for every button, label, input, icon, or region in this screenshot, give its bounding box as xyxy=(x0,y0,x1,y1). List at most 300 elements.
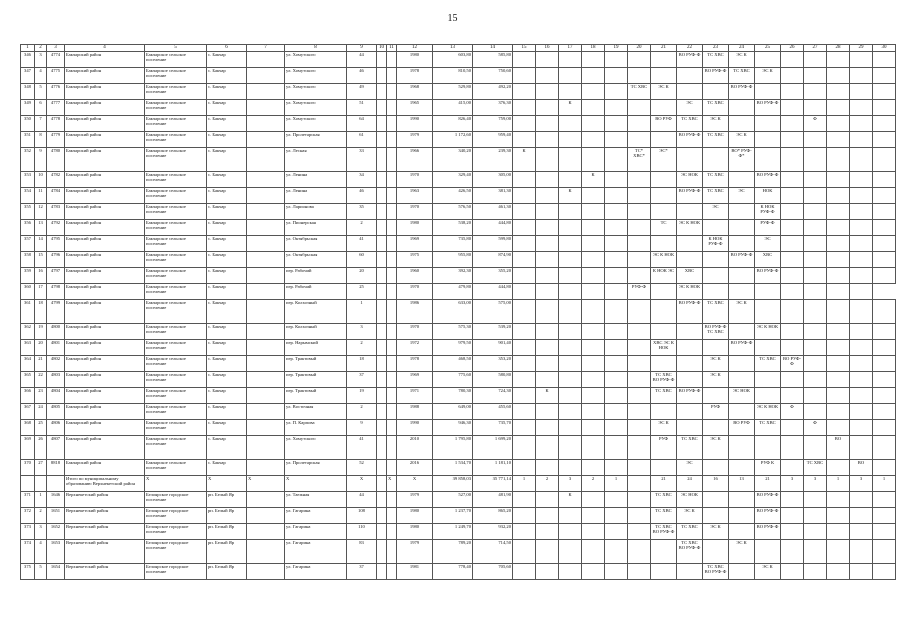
column-number-30: 30 xyxy=(873,45,896,52)
table-cell xyxy=(582,116,605,132)
table-row xyxy=(21,388,896,404)
table-cell xyxy=(605,300,628,324)
table-cell xyxy=(804,68,827,84)
table-cell xyxy=(827,372,850,388)
table-cell xyxy=(582,236,605,252)
table-cell xyxy=(536,372,559,388)
table-cell: ЭС К xyxy=(703,524,729,540)
table-cell xyxy=(755,300,781,324)
table-cell: Бакчарский район xyxy=(65,100,145,116)
table-cell xyxy=(387,524,397,540)
table-cell xyxy=(559,204,582,220)
table-cell xyxy=(651,540,677,564)
table-cell xyxy=(377,116,387,132)
table-cell: рп. Белый Яр xyxy=(207,540,247,564)
table-cell xyxy=(605,356,628,372)
table-cell xyxy=(628,340,651,356)
table-cell xyxy=(827,116,850,132)
table-cell xyxy=(377,84,387,100)
table-cell xyxy=(827,420,850,436)
table-row xyxy=(21,564,896,580)
table-cell: 25 xyxy=(35,420,47,436)
table-cell: 10 xyxy=(35,172,47,188)
table-cell: 373 xyxy=(21,524,35,540)
table-cell: 46 xyxy=(347,188,377,204)
table-cell: 355,20 xyxy=(473,268,513,284)
table-cell xyxy=(513,324,536,340)
table-cell: 735,70 xyxy=(473,420,513,436)
table-cell: ТС ХВС ВО РУФ-Ф xyxy=(677,540,703,564)
table-cell: К xyxy=(559,188,582,204)
column-number-23: 23 xyxy=(703,45,729,52)
table-cell: ул. Восточная xyxy=(285,404,347,420)
table-cell: 41 xyxy=(347,436,377,460)
table-cell xyxy=(582,524,605,540)
table-cell xyxy=(827,460,850,476)
table-cell xyxy=(781,68,804,84)
table-cell xyxy=(677,236,703,252)
table-cell xyxy=(651,564,677,580)
table-cell: 1 xyxy=(605,476,628,492)
table-cell: 2016 xyxy=(397,460,433,476)
table-cell: ВО xyxy=(850,460,873,476)
table-cell: Бакчарское сельское поселение xyxy=(145,52,207,68)
table-cell xyxy=(582,340,605,356)
table-cell xyxy=(850,148,873,172)
table-cell xyxy=(804,132,827,148)
table-cell: Бакчарское сельское поселение xyxy=(145,148,207,172)
table-row xyxy=(21,372,896,388)
table-cell xyxy=(628,436,651,460)
table-cell xyxy=(677,148,703,172)
table-cell xyxy=(850,492,873,508)
table-cell: с. Бакчар xyxy=(207,204,247,220)
table-cell: 363 xyxy=(21,340,35,356)
table-cell xyxy=(677,204,703,220)
table-cell: 461,30 xyxy=(473,204,513,220)
table-cell xyxy=(628,324,651,340)
table-cell xyxy=(247,356,285,372)
table-cell xyxy=(651,204,677,220)
table-cell: 25 xyxy=(347,284,377,300)
table-cell xyxy=(559,132,582,148)
table-cell xyxy=(605,564,628,580)
table-cell: Бакчарский район xyxy=(65,52,145,68)
table-cell xyxy=(513,100,536,116)
column-number-19: 19 xyxy=(605,45,628,52)
table-cell xyxy=(559,268,582,284)
table-cell xyxy=(377,324,387,340)
table-cell: 1652 xyxy=(47,524,65,540)
table-cell xyxy=(850,564,873,580)
table-row xyxy=(21,116,896,132)
table-cell xyxy=(755,388,781,404)
table-cell xyxy=(605,252,628,268)
table-row xyxy=(21,132,896,148)
table-cell xyxy=(582,324,605,340)
table-cell: 633,00 xyxy=(433,300,473,324)
table-cell: 2 xyxy=(347,220,377,236)
table-cell xyxy=(387,356,397,372)
table-cell: 1969 xyxy=(397,236,433,252)
table-cell xyxy=(582,508,605,524)
table-cell xyxy=(827,540,850,564)
table-cell xyxy=(559,300,582,324)
table-cell xyxy=(21,476,35,492)
table-cell xyxy=(377,388,387,404)
table-cell xyxy=(703,268,729,284)
table-cell: ТС ХВС xyxy=(755,420,781,436)
table-cell: 18 xyxy=(347,356,377,372)
table-cell xyxy=(536,340,559,356)
table-cell: НОК xyxy=(755,188,781,204)
table-cell: 12 xyxy=(35,204,47,220)
table-cell xyxy=(377,404,387,420)
table-row xyxy=(21,524,896,540)
table-cell xyxy=(804,340,827,356)
table-cell xyxy=(247,268,285,284)
table-cell xyxy=(804,284,827,300)
table-cell xyxy=(513,340,536,356)
table-cell xyxy=(781,236,804,252)
table-cell: 529,80 xyxy=(433,84,473,100)
table-cell xyxy=(387,508,397,524)
table-cell xyxy=(536,460,559,476)
table-cell xyxy=(729,324,755,340)
table-cell xyxy=(247,52,285,68)
table-cell xyxy=(850,388,873,404)
table-cell xyxy=(605,508,628,524)
column-number-26: 26 xyxy=(781,45,804,52)
table-cell: РУФ-Ф xyxy=(755,220,781,236)
table-cell xyxy=(605,492,628,508)
table-cell: ТС ХВС xyxy=(703,52,729,68)
table-cell xyxy=(387,204,397,220)
table-cell xyxy=(781,252,804,268)
table-cell: 4804 xyxy=(47,388,65,404)
table-cell xyxy=(781,132,804,148)
table-cell: ТС ХВС xyxy=(677,524,703,540)
table-cell: 2 xyxy=(347,340,377,356)
table-cell xyxy=(377,540,387,564)
column-number-27: 27 xyxy=(804,45,827,52)
table-cell: Бакчарский район xyxy=(65,204,145,220)
table-cell: 4795 xyxy=(47,236,65,252)
table-cell xyxy=(850,220,873,236)
table-cell: Бакчарский район xyxy=(65,300,145,324)
table-cell xyxy=(873,132,896,148)
table-cell: Бакчарский район xyxy=(65,252,145,268)
table-cell xyxy=(377,564,387,580)
table-cell: 3 xyxy=(35,524,47,540)
table-cell: 374 xyxy=(21,540,35,564)
table-cell xyxy=(582,252,605,268)
table-cell: 538,20 xyxy=(433,220,473,236)
table-cell: 1 181,10 xyxy=(473,460,513,476)
subtotal-row xyxy=(21,476,896,492)
table-cell: 1979 xyxy=(397,492,433,508)
table-cell xyxy=(703,148,729,172)
table-cell: ЭС* xyxy=(651,148,677,172)
column-number-6: 6 xyxy=(207,45,247,52)
table-cell: ТС ХВС xyxy=(755,356,781,372)
table-cell xyxy=(729,356,755,372)
table-cell xyxy=(605,116,628,132)
table-cell xyxy=(605,236,628,252)
table-row xyxy=(21,540,896,564)
table-cell: 955,80 xyxy=(433,252,473,268)
table-cell xyxy=(850,68,873,84)
table-cell: 1 237,70 xyxy=(433,508,473,524)
table-cell: 705,60 xyxy=(473,564,513,580)
table-cell xyxy=(781,52,804,68)
table-cell xyxy=(513,172,536,188)
table-cell xyxy=(559,460,582,476)
table-cell xyxy=(729,172,755,188)
table-cell: Бакчарский район xyxy=(65,84,145,100)
table-cell: с. Бакчар xyxy=(207,188,247,204)
table-cell: ЭС К xyxy=(703,116,729,132)
table-cell xyxy=(827,188,850,204)
table-cell: ул. Хомутского xyxy=(285,436,347,460)
table-cell: Верхнекетский район xyxy=(65,524,145,540)
table-cell xyxy=(582,148,605,172)
table-cell: Бакчарское сельское поселение xyxy=(145,116,207,132)
table-cell: с. Бакчар xyxy=(207,132,247,148)
table-cell xyxy=(628,540,651,564)
table-cell xyxy=(804,356,827,372)
table-cell: К НОК РУФ-Ф xyxy=(755,204,781,220)
table-cell: 13 xyxy=(729,476,755,492)
table-cell: 2 xyxy=(536,476,559,492)
table-cell xyxy=(377,236,387,252)
table-cell: 351 xyxy=(21,132,35,148)
table-cell xyxy=(387,84,397,100)
table-cell: Бакчарское сельское поселение xyxy=(145,460,207,476)
table-cell xyxy=(605,372,628,388)
table-cell xyxy=(605,524,628,540)
table-cell xyxy=(703,540,729,564)
table-cell: 375 xyxy=(21,564,35,580)
table-cell xyxy=(850,268,873,284)
table-cell xyxy=(605,188,628,204)
table-cell xyxy=(850,52,873,68)
register-table xyxy=(20,44,896,580)
table-cell: 735,80 xyxy=(433,236,473,252)
table-row xyxy=(21,508,896,524)
table-cell: 5 xyxy=(35,564,47,580)
table-cell: Бакчарский район xyxy=(65,372,145,388)
table-cell: ЭС К НОК xyxy=(651,252,677,268)
table-cell: 575,00 xyxy=(473,300,513,324)
table-cell xyxy=(729,508,755,524)
table-cell: ВО РУФ-Ф xyxy=(677,388,703,404)
table-cell xyxy=(781,148,804,172)
table-cell xyxy=(850,188,873,204)
table-cell: 4 xyxy=(35,540,47,564)
table-cell: 1988 xyxy=(397,404,433,420)
table-cell xyxy=(247,236,285,252)
table-cell: 1 xyxy=(347,300,377,324)
table-cell xyxy=(850,524,873,540)
table-cell: ул. Ленина xyxy=(285,188,347,204)
table-cell: 348 xyxy=(21,84,35,100)
table-cell xyxy=(873,188,896,204)
table-cell xyxy=(582,188,605,204)
table-cell xyxy=(247,188,285,204)
table-cell: ХВС ЭС К НОК xyxy=(651,340,677,356)
table-cell: 346 xyxy=(21,52,35,68)
table-cell: Бакчарский район xyxy=(65,116,145,132)
table-cell xyxy=(729,436,755,460)
table-cell: Х xyxy=(247,476,285,492)
table-cell xyxy=(781,84,804,100)
table-cell xyxy=(827,564,850,580)
table-cell xyxy=(827,284,850,300)
table-cell: 468,50 xyxy=(433,356,473,372)
table-cell xyxy=(377,460,387,476)
table-cell: 34 xyxy=(347,172,377,188)
table-cell: 932,20 xyxy=(473,524,513,540)
table-cell xyxy=(605,284,628,300)
table-cell xyxy=(47,476,65,492)
table-cell: К xyxy=(513,148,536,172)
table-cell: ул. Пролетарская xyxy=(285,460,347,476)
table-cell xyxy=(387,460,397,476)
table-cell xyxy=(513,420,536,436)
table-cell xyxy=(850,132,873,148)
table-cell: 1980 xyxy=(397,220,433,236)
table-cell: 959,40 xyxy=(473,132,513,148)
table-cell xyxy=(703,284,729,300)
table-cell xyxy=(873,236,896,252)
column-number-22: 22 xyxy=(677,45,703,52)
table-cell xyxy=(536,100,559,116)
table-row xyxy=(21,300,896,324)
table-cell xyxy=(536,284,559,300)
table-cell xyxy=(781,420,804,436)
table-cell xyxy=(387,148,397,172)
table-cell xyxy=(850,420,873,436)
column-number-29: 29 xyxy=(850,45,873,52)
table-cell xyxy=(729,524,755,540)
table-cell: 367 xyxy=(21,404,35,420)
table-cell: 27 xyxy=(35,460,47,476)
table-cell: Бакчарское сельское поселение xyxy=(145,372,207,388)
table-cell xyxy=(387,220,397,236)
table-cell xyxy=(755,340,781,356)
table-cell xyxy=(628,252,651,268)
table-cell: 1980 xyxy=(397,52,433,68)
table-cell xyxy=(628,356,651,372)
table-cell: пер. Колхозный xyxy=(285,300,347,324)
table-cell: 1 534,70 xyxy=(433,460,473,476)
table-cell: с. Бакчар xyxy=(207,220,247,236)
table-cell: 3 xyxy=(850,476,873,492)
table-row xyxy=(21,204,896,220)
table-cell xyxy=(536,356,559,372)
table-cell: 24 xyxy=(677,476,703,492)
table-cell xyxy=(559,508,582,524)
table-cell: с. Бакчар xyxy=(207,356,247,372)
table-cell xyxy=(582,220,605,236)
table-cell xyxy=(247,220,285,236)
table-cell xyxy=(605,388,628,404)
table-cell xyxy=(755,284,781,300)
table-cell xyxy=(804,188,827,204)
table-cell: ул. Гагарина xyxy=(285,564,347,580)
table-cell: 376,30 xyxy=(473,100,513,116)
table-cell: Бакчарское сельское поселение xyxy=(145,420,207,436)
table-cell: 580,80 xyxy=(473,372,513,388)
table-cell: 19 xyxy=(347,388,377,404)
table-cell: с. Бакчар xyxy=(207,372,247,388)
table-cell: 16 xyxy=(35,268,47,284)
table-cell xyxy=(605,268,628,284)
table-row xyxy=(21,100,896,116)
table-cell: 329,40 xyxy=(433,172,473,188)
table-cell xyxy=(804,100,827,116)
table-cell: Белоярское городское поселение xyxy=(145,540,207,564)
table-cell: РУФ xyxy=(703,404,729,420)
table-cell xyxy=(850,436,873,460)
table-cell xyxy=(804,388,827,404)
table-cell xyxy=(873,172,896,188)
table-cell xyxy=(873,524,896,540)
table-cell: ВО РУФ-Ф xyxy=(703,68,729,84)
table-cell xyxy=(755,52,781,68)
table-cell: ЭС К xyxy=(703,436,729,460)
table-cell: 1653 xyxy=(47,540,65,564)
table-cell xyxy=(559,252,582,268)
table-cell: ул. Пролетарская xyxy=(285,132,347,148)
table-row xyxy=(21,188,896,204)
table-cell: ЭС К xyxy=(651,84,677,100)
table-cell xyxy=(582,460,605,476)
table-cell xyxy=(387,252,397,268)
table-cell xyxy=(513,492,536,508)
table-cell: ЭС К xyxy=(729,300,755,324)
table-cell xyxy=(729,204,755,220)
table-cell xyxy=(536,84,559,100)
table-cell: 64 xyxy=(347,116,377,132)
table-cell xyxy=(387,404,397,420)
column-number-5: 5 xyxy=(145,45,207,52)
table-cell xyxy=(827,268,850,284)
table-cell: К НОК РУФ-Ф xyxy=(703,236,729,252)
table-cell: Бакчарское сельское поселение xyxy=(145,404,207,420)
table-cell xyxy=(513,300,536,324)
table-cell xyxy=(605,220,628,236)
table-cell: Бакчарский район xyxy=(65,324,145,340)
table-cell: ХВС xyxy=(755,252,781,268)
table-cell: Итого по муниципальному образованию Верхнекетский район xyxy=(65,476,145,492)
table-row xyxy=(21,220,896,236)
table-cell xyxy=(559,116,582,132)
table-cell xyxy=(377,220,387,236)
table-cell: 826,40 xyxy=(433,116,473,132)
table-cell: ВО РУФ xyxy=(651,116,677,132)
table-cell: 1970 xyxy=(397,204,433,220)
register-table-container xyxy=(20,44,887,580)
table-cell xyxy=(781,524,804,540)
table-cell xyxy=(781,204,804,220)
table-cell xyxy=(781,388,804,404)
table-cell xyxy=(582,420,605,436)
table-cell: Бакчарское сельское поселение xyxy=(145,220,207,236)
table-cell xyxy=(387,132,397,148)
table-cell xyxy=(873,324,896,340)
